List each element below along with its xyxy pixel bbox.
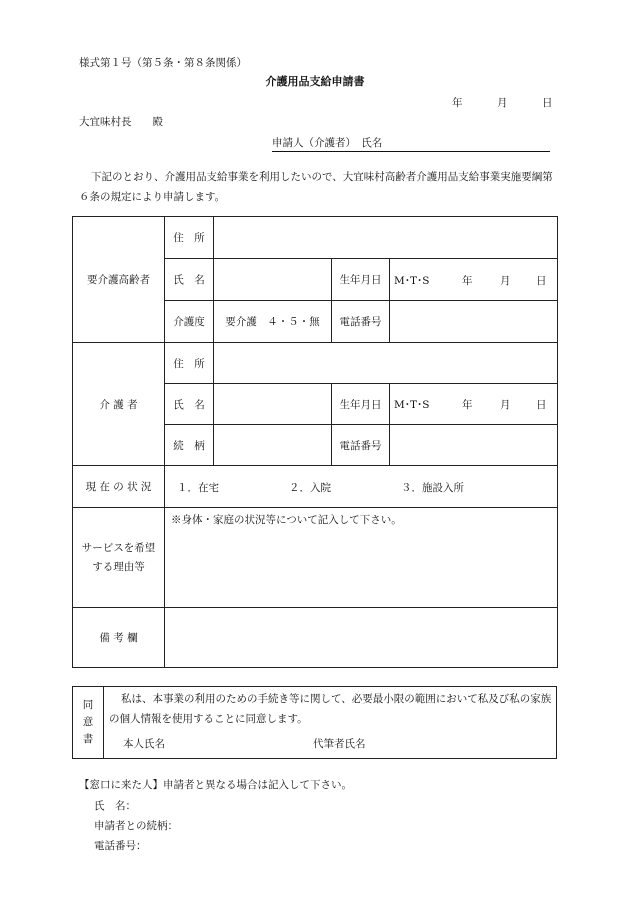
date-month-label: 月 (497, 97, 508, 109)
consent-side-1: 同 (82, 699, 94, 711)
consent-text: 私は、本事業の利用のための手続き等に関して、必要最小限の範囲において私及び私の家族の個人情報を使用することに同意します。 (109, 693, 552, 725)
date-day-label: 日 (542, 97, 553, 109)
elder-day-label: 日 (536, 274, 547, 287)
consent-side-3: 書 (82, 733, 94, 745)
elder-birth-label: 生年月日 (332, 259, 390, 301)
date-year-label: 年 (452, 97, 463, 109)
elder-era: M･T･S (394, 274, 430, 287)
elder-birth-field[interactable] (390, 259, 558, 301)
reason-label-line2: する理由等 (92, 560, 145, 573)
caregiver-name-field[interactable] (214, 384, 332, 425)
reason-label (73, 508, 165, 608)
status-home[interactable]: １．在宅 (177, 481, 219, 494)
caregiver-day-label: 日 (536, 399, 547, 411)
caregiver-phone-field[interactable] (390, 425, 558, 466)
elder-header: 要介護高齢者 (73, 217, 165, 343)
status-facility[interactable]: ３．施設入所 (401, 481, 464, 494)
applicant-label: 申請人（介護者） 氏名 (272, 137, 383, 149)
caregiver-birth-label: 生年月日 (332, 384, 390, 425)
visitor-relation-line[interactable]: 申請者との続柄： (94, 820, 178, 832)
relation-label: 続 柄 (165, 425, 214, 466)
reason-note: ※身体・家庭の状況等について記入して下さい。 (171, 514, 402, 526)
caregiver-era: M･T･S (394, 399, 430, 411)
form-number-label: 様式第１号（第５条・第８条関係） (79, 57, 247, 69)
self-name-label[interactable]: 本人氏名 (123, 738, 165, 750)
caregiver-birth-field[interactable] (390, 384, 558, 425)
remarks-label: 備 考 欄 (73, 608, 165, 668)
reason-field[interactable] (165, 508, 558, 608)
applicant-name-field[interactable] (272, 135, 550, 152)
elder-year-label: 年 (462, 274, 473, 287)
addressee: 大宜味村長 殿 (79, 116, 163, 128)
application-table (72, 216, 558, 668)
intro-text: 下記のとおり、介護用品支給事業を利用したいので、大宜味村高齢者介護用品支給事業実施要綱第６条の規定により申請します。 (79, 171, 553, 203)
elder-month-label: 月 (500, 274, 511, 287)
visitor-name-line[interactable]: 氏 名： (94, 800, 136, 812)
caregiver-header: 介 護 者 (73, 343, 165, 466)
window-visitor-header: 【窓口に来た人】申請者と異なる場合は記入して下さい。 (79, 779, 352, 791)
consent-side-label (73, 687, 104, 758)
caregiver-month-label: 月 (500, 399, 511, 411)
caregiver-phone-label: 電話番号 (332, 425, 390, 466)
relation-field[interactable] (214, 425, 332, 466)
care-level-options[interactable]: 要介護 ４・５・無 (214, 301, 332, 343)
proxy-name-label[interactable]: 代筆者氏名 (313, 738, 366, 750)
elder-name-label: 氏 名 (165, 259, 214, 301)
status-label: 現 在 の 状 況 (73, 466, 165, 508)
caregiver-address-label: 住 所 (165, 343, 214, 384)
elder-name-field[interactable] (214, 259, 332, 301)
caregiver-name-label: 氏 名 (165, 384, 214, 425)
visitor-phone-line[interactable]: 電話番号： (94, 840, 147, 852)
caregiver-year-label: 年 (462, 399, 473, 411)
elder-phone-label: 電話番号 (332, 301, 390, 343)
consent-side-2: 意 (82, 716, 94, 728)
status-options[interactable] (165, 466, 558, 508)
care-level-label: 介護度 (165, 301, 214, 343)
remarks-field[interactable] (165, 608, 558, 668)
elder-address-field[interactable] (214, 217, 558, 259)
elder-address-label: 住 所 (165, 217, 214, 259)
caregiver-address-field[interactable] (214, 343, 558, 384)
status-hospital[interactable]: ２．入院 (289, 481, 331, 494)
reason-label-line1: サービスを希望 (81, 541, 156, 554)
page-title: 介護用品支給申請書 (265, 75, 365, 88)
elder-phone-field[interactable] (390, 301, 558, 343)
consent-box (72, 686, 557, 759)
